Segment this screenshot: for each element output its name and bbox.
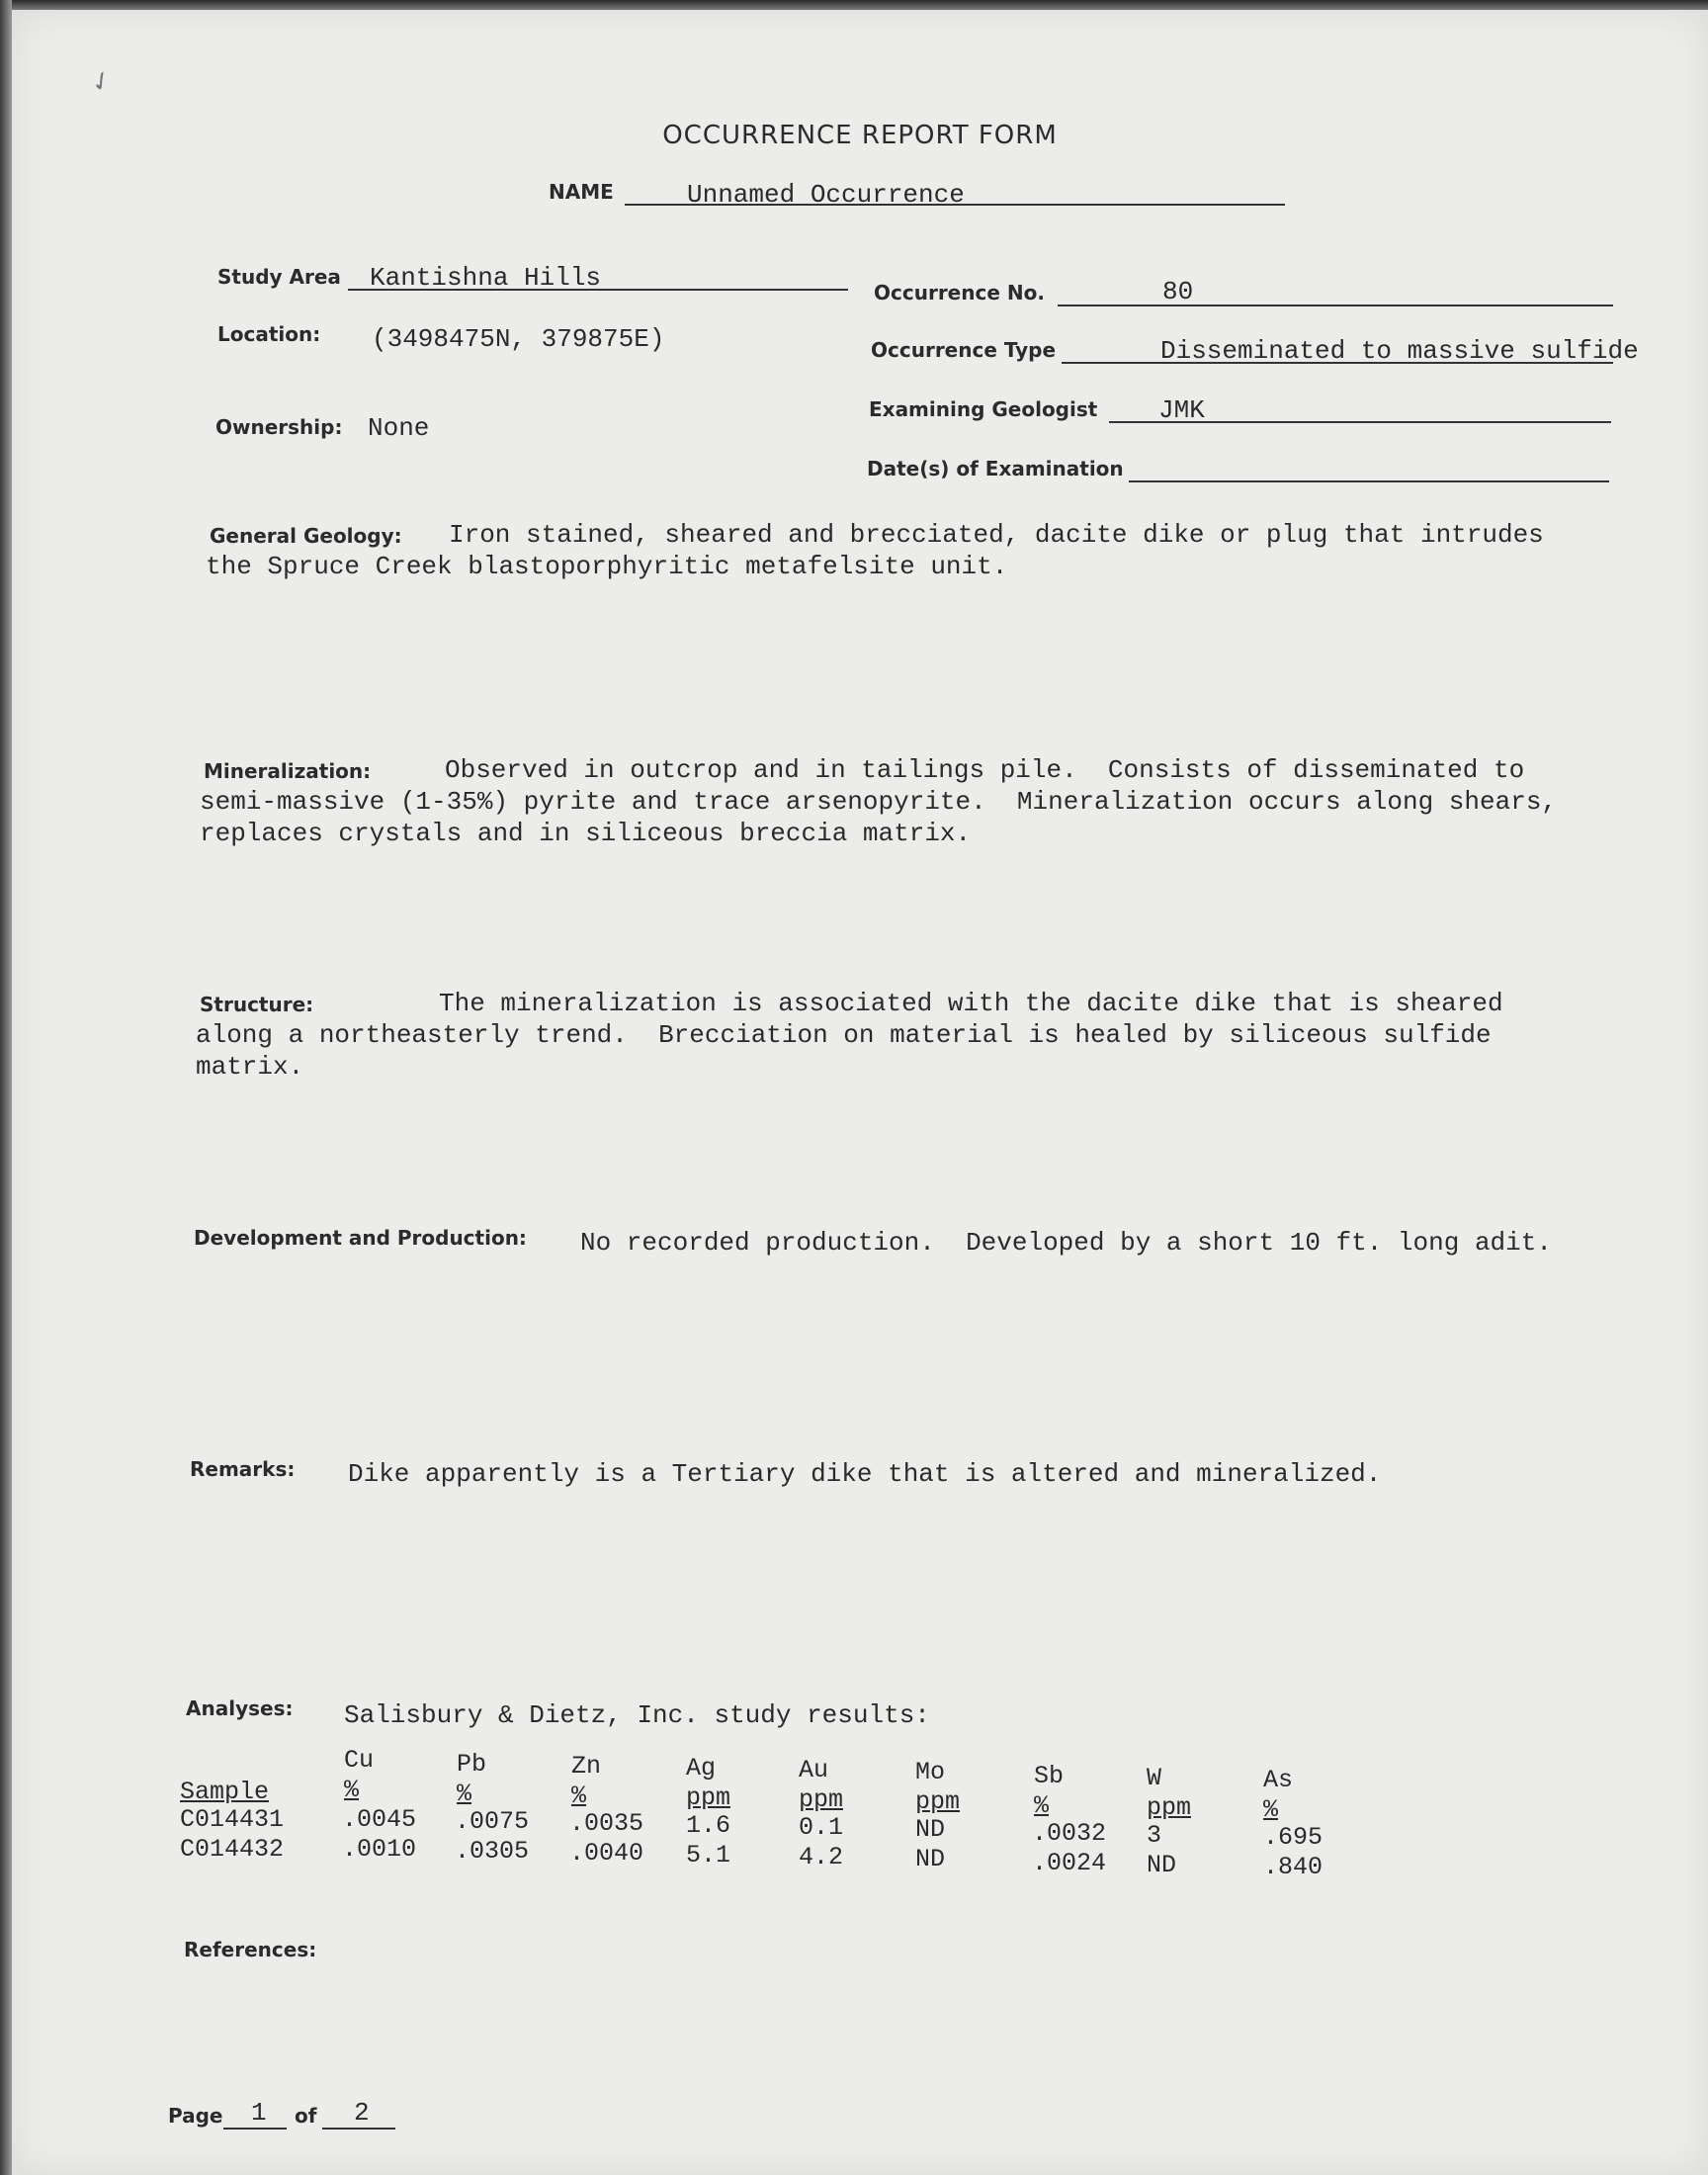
remarks-label: Remarks: (190, 1457, 296, 1481)
development-label: Development and Production: (194, 1226, 527, 1250)
table-cell: .0035 (569, 1809, 644, 1838)
table-cell: ND (915, 1815, 946, 1844)
column-header-element: Cu (344, 1746, 375, 1775)
table-cell: .0040 (569, 1839, 644, 1868)
form-title: OCCURRENCE REPORT FORM (662, 121, 1058, 150)
table-cell: .0075 (455, 1807, 530, 1836)
structure-line3: matrix. (196, 1052, 304, 1082)
table-cell: .695 (1263, 1823, 1324, 1852)
ownership-value: None (368, 413, 430, 443)
table-cell: 3 (1147, 1821, 1162, 1850)
occurrence-no-label: Occurrence No. (874, 281, 1045, 304)
page-label: Page (168, 2104, 223, 2128)
page-total: 2 (354, 2098, 370, 2128)
column-header-unit: ppm (915, 1787, 961, 1816)
column-header-element: Au (799, 1756, 829, 1784)
table-cell: .0010 (342, 1835, 417, 1864)
examining-geologist-label: Examining Geologist (869, 397, 1098, 421)
column-header-element: Ag (686, 1754, 717, 1783)
table-cell: .840 (1263, 1853, 1324, 1881)
table-cell: ND (915, 1845, 946, 1873)
name-value: Unnamed Occurrence (687, 180, 965, 210)
document-page (12, 10, 1708, 2175)
table-cell: .0032 (1032, 1819, 1107, 1848)
table-row-sample: C014432 (180, 1835, 285, 1864)
structure-label: Structure: (200, 993, 314, 1016)
of-label: of (295, 2104, 317, 2128)
column-header-unit: ppm (686, 1784, 731, 1812)
structure-line2: along a northeasterly trend. Brecciation on material is healed by siliceous sulfide (196, 1020, 1492, 1050)
table-cell: ND (1147, 1851, 1177, 1879)
name-label: NAME (549, 180, 614, 204)
column-header-element: Sb (1034, 1762, 1065, 1790)
location-label: Location: (217, 322, 321, 346)
column-header-element: Mo (915, 1758, 946, 1786)
general-geology-line2: the Spruce Creek blastoporphyritic metafelsite unit. (206, 552, 1008, 581)
general-geology-line1: Iron stained, sheared and brecciated, dacite dike or plug that intrudes (449, 520, 1544, 550)
column-header-unit: % (457, 1780, 472, 1808)
mineralization-line3: replaces crystals and in siliceous breccia matrix. (200, 819, 972, 848)
general-geology-label: General Geology: (210, 524, 402, 548)
column-header-unit: ppm (799, 1785, 844, 1814)
column-header-element: As (1263, 1766, 1294, 1794)
column-header-unit: ppm (1147, 1793, 1192, 1822)
mineralization-line2: semi-massive (1-35%) pyrite and trace arsenopyrite. Mineralization occurs along shears, (200, 787, 1558, 817)
ownership-label: Ownership: (215, 415, 343, 439)
occurrence-no-value: 80 (1162, 277, 1194, 306)
column-header-element: W (1147, 1764, 1162, 1792)
pencil-mark-icon: ✓ (84, 63, 119, 101)
column-header-unit: % (1263, 1795, 1279, 1824)
occurrence-no-rule (1058, 304, 1613, 306)
page-number-rule (223, 2128, 287, 2130)
scan-left-edge (0, 0, 12, 2175)
examining-geologist-value: JMK (1158, 395, 1205, 425)
table-cell: 4.2 (799, 1843, 844, 1871)
table-row-sample: C014431 (180, 1805, 285, 1834)
mineralization-label: Mineralization: (204, 759, 372, 783)
dates-label: Date(s) of Examination (867, 457, 1124, 480)
table-cell: 5.1 (686, 1841, 731, 1870)
page-total-rule (322, 2128, 395, 2130)
sample-header: Sample (180, 1778, 270, 1806)
column-header-element: Pb (457, 1750, 487, 1779)
study-area-value: Kantishna Hills (370, 263, 602, 293)
table-cell: .0045 (342, 1805, 417, 1834)
location-value: (3498475N, 379875E) (372, 324, 665, 354)
structure-line1: The mineralization is associated with the dacite dike that is sheared (439, 989, 1503, 1018)
column-header-unit: % (344, 1776, 360, 1804)
table-cell: 0.1 (799, 1813, 844, 1842)
dates-rule (1129, 480, 1609, 482)
mineralization-line1: Observed in outcrop and in tailings pile. Consists of disseminated to (445, 755, 1525, 785)
table-cell: 1.6 (686, 1811, 731, 1840)
references-label: References: (184, 1938, 317, 1961)
table-cell: .0024 (1032, 1849, 1107, 1877)
column-header-unit: % (1034, 1791, 1050, 1820)
column-header-element: Zn (571, 1752, 602, 1781)
page-number: 1 (251, 2098, 267, 2128)
analyses-label: Analyses: (186, 1696, 294, 1720)
analyses-intro: Salisbury & Dietz, Inc. study results: (344, 1700, 930, 1730)
remarks-text: Dike apparently is a Tertiary dike that is altered and mineralized. (348, 1459, 1382, 1489)
table-cell: .0305 (455, 1837, 530, 1866)
study-area-label: Study Area (217, 265, 341, 289)
occurrence-type-value: Disseminated to massive sulfide (1160, 336, 1639, 366)
development-text: No recorded production. Developed by a short 10 ft. long adit. (580, 1228, 1552, 1258)
occurrence-type-label: Occurrence Type (871, 338, 1057, 362)
column-header-unit: % (571, 1782, 587, 1810)
